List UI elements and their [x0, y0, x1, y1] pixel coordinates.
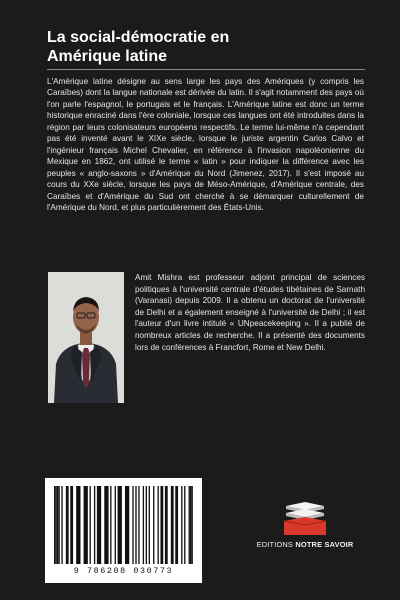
isbn-barcode — [45, 478, 202, 583]
barcode-bar — [160, 486, 163, 564]
barcode-bar — [192, 486, 193, 564]
barcode-bar — [181, 486, 182, 564]
barcode-bar — [61, 486, 62, 564]
barcode-bar — [89, 486, 90, 564]
barcode-bar — [153, 486, 154, 564]
barcode-bar — [143, 486, 144, 564]
barcode-bar — [146, 486, 147, 564]
barcode-bar — [54, 486, 55, 564]
barcode-bars — [51, 484, 196, 568]
barcode-bar — [66, 486, 69, 564]
barcode-bar — [149, 486, 150, 564]
barcode-bar — [118, 486, 122, 564]
barcode-bar — [138, 486, 139, 564]
isbn-number: 9 786208 030773 — [73, 566, 174, 576]
book-summary: L'Amérique latine désigne au sens large les pays des Amériques (y compris les Caraïbes) dont la langue nationale est dérivée du latin. Il s'agit notamment des pays où l'on parle l'espagnol, le portugais et le français. L'Amérique latine est donc un terme historique enraciné dans l'ère coloniale, lorsque ces langues ont été introduites dans la région par leurs colonisateurs européens respectifs. Le terme lui-même n'a cependant pas été inventé avant le XIXe siècle, lorsque le juriste argentin Carlos Calvo et l'ingénieur français Michel Chevalier, en référence à l'invasion napoléonienne du Mexique en 1862, ont utilisé le terme « latin » pour indiquer la différence avec les peuples « anglo-saxons » d'Amérique du Nord (Jimenez, 2017). Il s'est imposé au cours du XXe siècle, lorsque les pays de Méso-Amérique, d'Amérique centrale, des Caraïbes et d'Amérique du Sud ont cherché à se démarquer culturellement de l'Amérique du Nord, et plus particulièrement des États-Unis. — [47, 77, 364, 212]
barcode-bar — [55, 486, 56, 564]
barcode-bar — [189, 486, 190, 564]
barcode-bar — [184, 486, 185, 564]
barcode-bar — [70, 486, 73, 564]
barcode-bar — [104, 486, 108, 564]
barcode-bar — [110, 486, 111, 564]
barcode-bar — [165, 486, 168, 564]
publisher-prefix: EDITIONS — [256, 540, 296, 549]
book-title-line-2: Amérique latine — [47, 48, 168, 65]
barcode-bar — [135, 486, 136, 564]
barcode-bar — [158, 486, 159, 564]
barcode-bar — [190, 486, 191, 564]
publisher-name — [240, 540, 370, 549]
barcode-bar — [175, 486, 178, 564]
publisher-block — [240, 500, 370, 560]
barcode-bar — [115, 486, 116, 564]
barcode-bar — [125, 486, 129, 564]
barcode-bar — [58, 486, 59, 564]
author-photo — [48, 272, 124, 403]
barcode-bar — [76, 486, 80, 564]
author-bio: Amit Mishra est professeur adjoint principal de sciences politiques à l'université centrale d'études tibétaines de Sarnath (Varanasi) depuis 2009. Il a obtenu un doctorat de l'université de Delhi et a également enseigné à l'université de Delhi ; il est l'auteur d'un livre intitulé « UNpeacekeeping ». Il a publié de nombreux articles de recherche. Il a présenté des documents lors de conférences à Francfort, Rome et New Delhi. — [135, 273, 365, 352]
barcode-bar — [171, 486, 174, 564]
book-stack-logo-icon — [260, 500, 350, 538]
author-portrait-image — [48, 272, 124, 403]
book-title-line-1: La social-démocratie en — [47, 29, 230, 46]
publisher-main-name: NOTRE SAVOIR — [295, 540, 354, 549]
barcode-bar — [57, 486, 58, 564]
barcode-bar — [94, 486, 95, 564]
title-divider — [47, 69, 365, 70]
book-title — [47, 28, 367, 66]
barcode-bar — [97, 486, 101, 564]
barcode-bar — [132, 486, 133, 564]
barcode-bar — [84, 486, 88, 564]
